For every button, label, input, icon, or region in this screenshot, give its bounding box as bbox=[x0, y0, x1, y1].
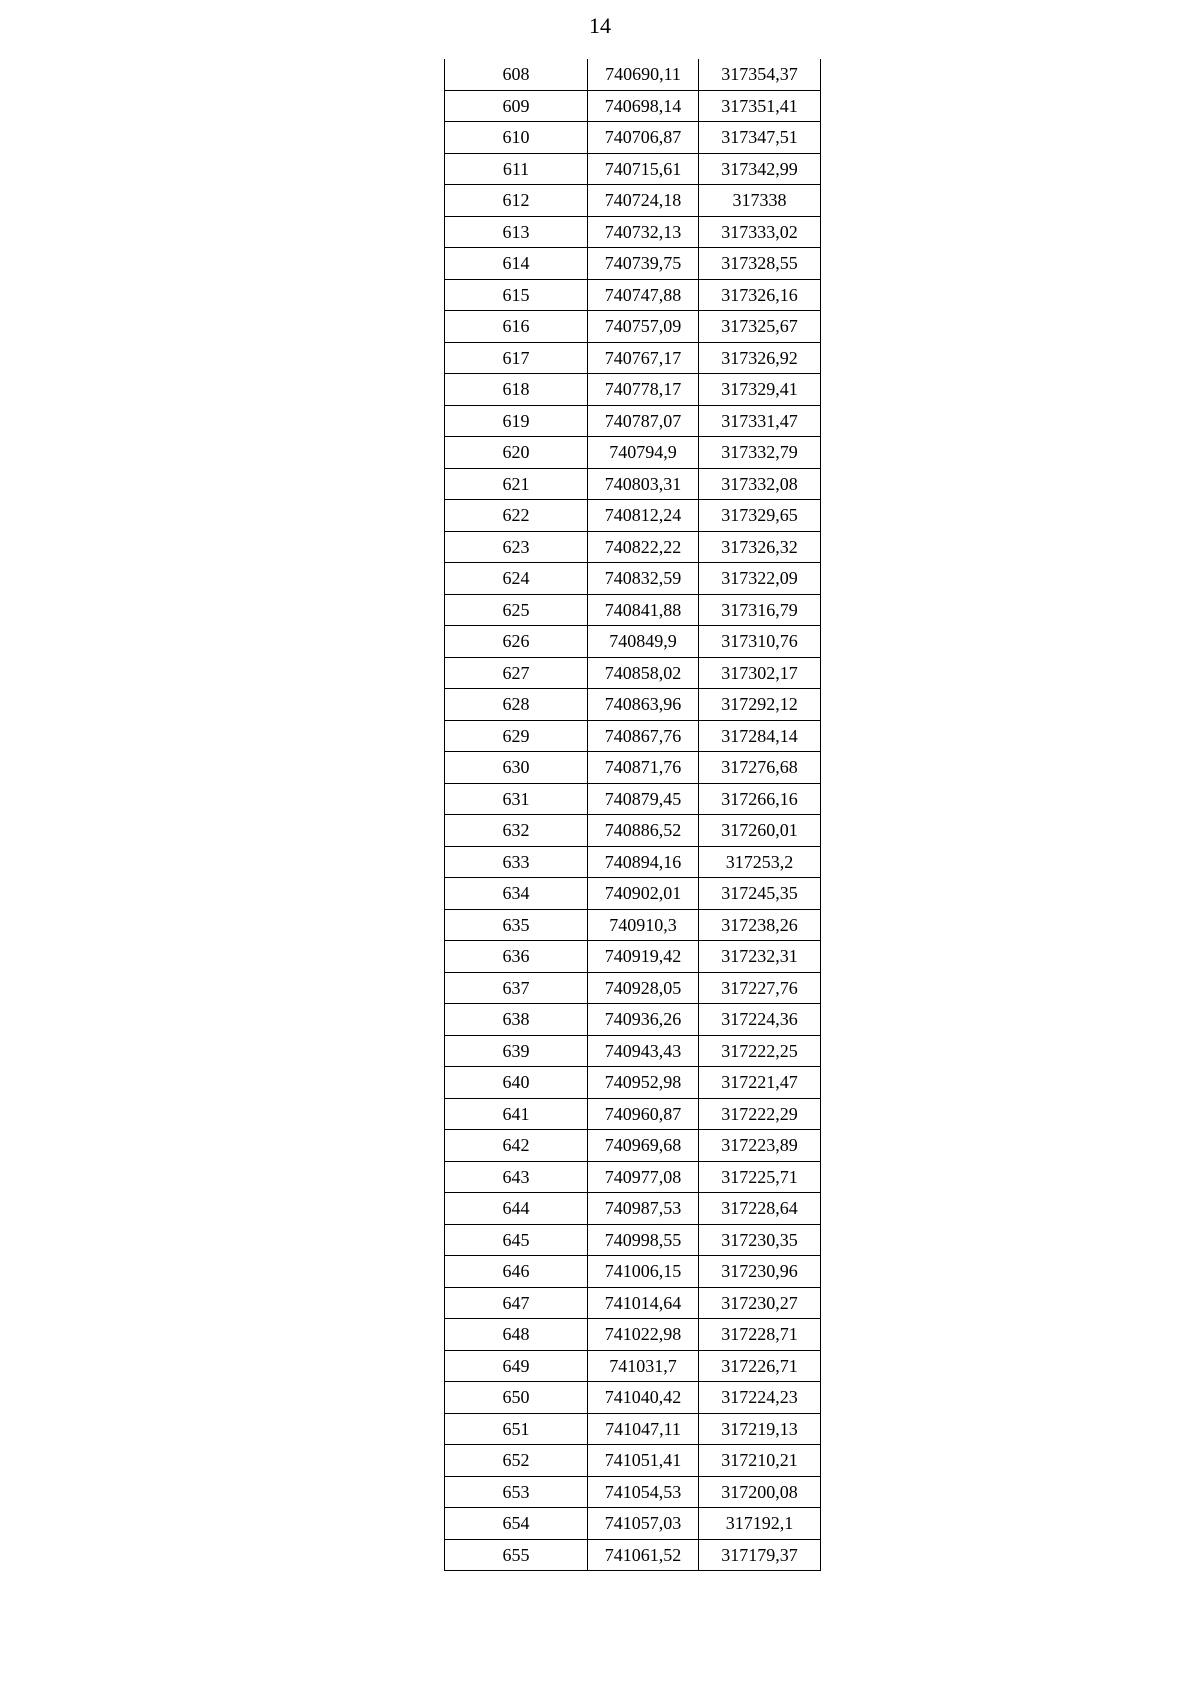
point-number-cell: 649 bbox=[445, 1350, 588, 1382]
point-number-cell: 641 bbox=[445, 1098, 588, 1130]
y-coordinate-cell: 317260,01 bbox=[699, 815, 821, 847]
table-row bbox=[445, 563, 821, 595]
table-row bbox=[445, 468, 821, 500]
point-number-cell: 646 bbox=[445, 1256, 588, 1288]
table-row bbox=[445, 374, 821, 406]
table-row bbox=[445, 1224, 821, 1256]
table-row bbox=[445, 1382, 821, 1414]
table-row bbox=[445, 1508, 821, 1540]
point-number-cell: 619 bbox=[445, 405, 588, 437]
table-row bbox=[445, 1130, 821, 1162]
y-coordinate-cell: 317245,35 bbox=[699, 878, 821, 910]
y-coordinate-cell: 317329,41 bbox=[699, 374, 821, 406]
x-coordinate-cell: 740867,76 bbox=[588, 720, 699, 752]
point-number-cell: 640 bbox=[445, 1067, 588, 1099]
table-row bbox=[445, 248, 821, 280]
table-row bbox=[445, 1445, 821, 1477]
table-row bbox=[445, 1413, 821, 1445]
point-number-cell: 614 bbox=[445, 248, 588, 280]
x-coordinate-cell: 740863,96 bbox=[588, 689, 699, 721]
x-coordinate-cell: 740871,76 bbox=[588, 752, 699, 784]
table-row bbox=[445, 90, 821, 122]
x-coordinate-cell: 740960,87 bbox=[588, 1098, 699, 1130]
point-number-cell: 642 bbox=[445, 1130, 588, 1162]
x-coordinate-cell: 740803,31 bbox=[588, 468, 699, 500]
x-coordinate-cell: 741051,41 bbox=[588, 1445, 699, 1477]
x-coordinate-cell: 740732,13 bbox=[588, 216, 699, 248]
x-coordinate-cell: 740849,9 bbox=[588, 626, 699, 658]
y-coordinate-cell: 317228,64 bbox=[699, 1193, 821, 1225]
y-coordinate-cell: 317222,25 bbox=[699, 1035, 821, 1067]
y-coordinate-cell: 317325,67 bbox=[699, 311, 821, 343]
x-coordinate-cell: 740757,09 bbox=[588, 311, 699, 343]
y-coordinate-cell: 317228,71 bbox=[699, 1319, 821, 1351]
x-coordinate-cell: 740841,88 bbox=[588, 594, 699, 626]
point-number-cell: 633 bbox=[445, 846, 588, 878]
point-number-cell: 654 bbox=[445, 1508, 588, 1540]
point-number-cell: 631 bbox=[445, 783, 588, 815]
x-coordinate-cell: 740724,18 bbox=[588, 185, 699, 217]
y-coordinate-cell: 317326,92 bbox=[699, 342, 821, 374]
point-number-cell: 635 bbox=[445, 909, 588, 941]
table-row bbox=[445, 1287, 821, 1319]
y-coordinate-cell: 317232,31 bbox=[699, 941, 821, 973]
x-coordinate-cell: 740794,9 bbox=[588, 437, 699, 469]
coordinates-table bbox=[444, 59, 821, 1571]
x-coordinate-cell: 741022,98 bbox=[588, 1319, 699, 1351]
point-number-cell: 613 bbox=[445, 216, 588, 248]
y-coordinate-cell: 317224,23 bbox=[699, 1382, 821, 1414]
x-coordinate-cell: 740894,16 bbox=[588, 846, 699, 878]
point-number-cell: 627 bbox=[445, 657, 588, 689]
x-coordinate-cell: 740886,52 bbox=[588, 815, 699, 847]
table-row bbox=[445, 279, 821, 311]
table-row bbox=[445, 1476, 821, 1508]
y-coordinate-cell: 317333,02 bbox=[699, 216, 821, 248]
table-row bbox=[445, 311, 821, 343]
y-coordinate-cell: 317219,13 bbox=[699, 1413, 821, 1445]
point-number-cell: 648 bbox=[445, 1319, 588, 1351]
point-number-cell: 636 bbox=[445, 941, 588, 973]
y-coordinate-cell: 317192,1 bbox=[699, 1508, 821, 1540]
y-coordinate-cell: 317351,41 bbox=[699, 90, 821, 122]
point-number-cell: 647 bbox=[445, 1287, 588, 1319]
y-coordinate-cell: 317329,65 bbox=[699, 500, 821, 532]
x-coordinate-cell: 741014,64 bbox=[588, 1287, 699, 1319]
x-coordinate-cell: 740902,01 bbox=[588, 878, 699, 910]
point-number-cell: 622 bbox=[445, 500, 588, 532]
y-coordinate-cell: 317222,29 bbox=[699, 1098, 821, 1130]
point-number-cell: 610 bbox=[445, 122, 588, 154]
point-number-cell: 629 bbox=[445, 720, 588, 752]
point-number-cell: 626 bbox=[445, 626, 588, 658]
table-row bbox=[445, 846, 821, 878]
point-number-cell: 611 bbox=[445, 153, 588, 185]
y-coordinate-cell: 317223,89 bbox=[699, 1130, 821, 1162]
point-number-cell: 655 bbox=[445, 1539, 588, 1571]
table-row bbox=[445, 1098, 821, 1130]
x-coordinate-cell: 740832,59 bbox=[588, 563, 699, 595]
point-number-cell: 608 bbox=[445, 59, 588, 90]
y-coordinate-cell: 317284,14 bbox=[699, 720, 821, 752]
x-coordinate-cell: 740698,14 bbox=[588, 90, 699, 122]
point-number-cell: 643 bbox=[445, 1161, 588, 1193]
point-number-cell: 624 bbox=[445, 563, 588, 595]
point-number-cell: 617 bbox=[445, 342, 588, 374]
x-coordinate-cell: 740739,75 bbox=[588, 248, 699, 280]
x-coordinate-cell: 741057,03 bbox=[588, 1508, 699, 1540]
table-row bbox=[445, 185, 821, 217]
table-row bbox=[445, 626, 821, 658]
x-coordinate-cell: 740919,42 bbox=[588, 941, 699, 973]
y-coordinate-cell: 317316,79 bbox=[699, 594, 821, 626]
table-row bbox=[445, 720, 821, 752]
y-coordinate-cell: 317292,12 bbox=[699, 689, 821, 721]
y-coordinate-cell: 317328,55 bbox=[699, 248, 821, 280]
x-coordinate-cell: 740928,05 bbox=[588, 972, 699, 1004]
table-row bbox=[445, 941, 821, 973]
table-row bbox=[445, 531, 821, 563]
table-row bbox=[445, 437, 821, 469]
point-number-cell: 616 bbox=[445, 311, 588, 343]
x-coordinate-cell: 740987,53 bbox=[588, 1193, 699, 1225]
x-coordinate-cell: 740715,61 bbox=[588, 153, 699, 185]
table-row bbox=[445, 1319, 821, 1351]
y-coordinate-cell: 317253,2 bbox=[699, 846, 821, 878]
point-number-cell: 630 bbox=[445, 752, 588, 784]
point-number-cell: 651 bbox=[445, 1413, 588, 1445]
y-coordinate-cell: 317347,51 bbox=[699, 122, 821, 154]
point-number-cell: 637 bbox=[445, 972, 588, 1004]
y-coordinate-cell: 317332,08 bbox=[699, 468, 821, 500]
y-coordinate-cell: 317354,37 bbox=[699, 59, 821, 90]
x-coordinate-cell: 740690,11 bbox=[588, 59, 699, 90]
y-coordinate-cell: 317179,37 bbox=[699, 1539, 821, 1571]
table-row bbox=[445, 972, 821, 1004]
point-number-cell: 625 bbox=[445, 594, 588, 626]
point-number-cell: 618 bbox=[445, 374, 588, 406]
table-row bbox=[445, 1193, 821, 1225]
x-coordinate-cell: 741061,52 bbox=[588, 1539, 699, 1571]
table-row bbox=[445, 1256, 821, 1288]
x-coordinate-cell: 740910,3 bbox=[588, 909, 699, 941]
y-coordinate-cell: 317227,76 bbox=[699, 972, 821, 1004]
x-coordinate-cell: 740998,55 bbox=[588, 1224, 699, 1256]
table-row bbox=[445, 1035, 821, 1067]
table-row bbox=[445, 1539, 821, 1571]
table-row bbox=[445, 1161, 821, 1193]
x-coordinate-cell: 740952,98 bbox=[588, 1067, 699, 1099]
x-coordinate-cell: 741047,11 bbox=[588, 1413, 699, 1445]
x-coordinate-cell: 741040,42 bbox=[588, 1382, 699, 1414]
y-coordinate-cell: 317221,47 bbox=[699, 1067, 821, 1099]
table-row bbox=[445, 216, 821, 248]
y-coordinate-cell: 317200,08 bbox=[699, 1476, 821, 1508]
point-number-cell: 634 bbox=[445, 878, 588, 910]
y-coordinate-cell: 317230,96 bbox=[699, 1256, 821, 1288]
point-number-cell: 632 bbox=[445, 815, 588, 847]
page-number: 14 bbox=[589, 13, 611, 38]
x-coordinate-cell: 740858,02 bbox=[588, 657, 699, 689]
point-number-cell: 652 bbox=[445, 1445, 588, 1477]
y-coordinate-cell: 317310,76 bbox=[699, 626, 821, 658]
x-coordinate-cell: 740822,22 bbox=[588, 531, 699, 563]
point-number-cell: 615 bbox=[445, 279, 588, 311]
point-number-cell: 638 bbox=[445, 1004, 588, 1036]
point-number-cell: 609 bbox=[445, 90, 588, 122]
y-coordinate-cell: 317238,26 bbox=[699, 909, 821, 941]
table-row bbox=[445, 783, 821, 815]
y-coordinate-cell: 317331,47 bbox=[699, 405, 821, 437]
table-row bbox=[445, 1350, 821, 1382]
table-row bbox=[445, 909, 821, 941]
point-number-cell: 645 bbox=[445, 1224, 588, 1256]
y-coordinate-cell: 317266,16 bbox=[699, 783, 821, 815]
y-coordinate-cell: 317302,17 bbox=[699, 657, 821, 689]
coordinates-table-body bbox=[445, 59, 821, 1571]
y-coordinate-cell: 317326,32 bbox=[699, 531, 821, 563]
table-row bbox=[445, 500, 821, 532]
x-coordinate-cell: 741031,7 bbox=[588, 1350, 699, 1382]
y-coordinate-cell: 317225,71 bbox=[699, 1161, 821, 1193]
x-coordinate-cell: 740767,17 bbox=[588, 342, 699, 374]
table-row bbox=[445, 815, 821, 847]
table-row bbox=[445, 153, 821, 185]
x-coordinate-cell: 740787,07 bbox=[588, 405, 699, 437]
table-row bbox=[445, 689, 821, 721]
y-coordinate-cell: 317276,68 bbox=[699, 752, 821, 784]
point-number-cell: 639 bbox=[445, 1035, 588, 1067]
table-row bbox=[445, 405, 821, 437]
x-coordinate-cell: 740812,24 bbox=[588, 500, 699, 532]
y-coordinate-cell: 317226,71 bbox=[699, 1350, 821, 1382]
x-coordinate-cell: 741006,15 bbox=[588, 1256, 699, 1288]
table-row bbox=[445, 342, 821, 374]
x-coordinate-cell: 740943,43 bbox=[588, 1035, 699, 1067]
y-coordinate-cell: 317326,16 bbox=[699, 279, 821, 311]
y-coordinate-cell: 317332,79 bbox=[699, 437, 821, 469]
x-coordinate-cell: 740747,88 bbox=[588, 279, 699, 311]
table-row bbox=[445, 59, 821, 90]
y-coordinate-cell: 317230,35 bbox=[699, 1224, 821, 1256]
point-number-cell: 621 bbox=[445, 468, 588, 500]
y-coordinate-cell: 317322,09 bbox=[699, 563, 821, 595]
x-coordinate-cell: 740706,87 bbox=[588, 122, 699, 154]
y-coordinate-cell: 317342,99 bbox=[699, 153, 821, 185]
point-number-cell: 628 bbox=[445, 689, 588, 721]
table-row bbox=[445, 657, 821, 689]
x-coordinate-cell: 740977,08 bbox=[588, 1161, 699, 1193]
y-coordinate-cell: 317210,21 bbox=[699, 1445, 821, 1477]
point-number-cell: 653 bbox=[445, 1476, 588, 1508]
point-number-cell: 612 bbox=[445, 185, 588, 217]
point-number-cell: 620 bbox=[445, 437, 588, 469]
y-coordinate-cell: 317230,27 bbox=[699, 1287, 821, 1319]
x-coordinate-cell: 740936,26 bbox=[588, 1004, 699, 1036]
x-coordinate-cell: 740969,68 bbox=[588, 1130, 699, 1162]
x-coordinate-cell: 740778,17 bbox=[588, 374, 699, 406]
y-coordinate-cell: 317224,36 bbox=[699, 1004, 821, 1036]
y-coordinate-cell: 317338 bbox=[699, 185, 821, 217]
point-number-cell: 650 bbox=[445, 1382, 588, 1414]
table-row bbox=[445, 1067, 821, 1099]
table-row bbox=[445, 122, 821, 154]
x-coordinate-cell: 740879,45 bbox=[588, 783, 699, 815]
x-coordinate-cell: 741054,53 bbox=[588, 1476, 699, 1508]
table-row bbox=[445, 594, 821, 626]
table-row bbox=[445, 878, 821, 910]
point-number-cell: 623 bbox=[445, 531, 588, 563]
table-row bbox=[445, 1004, 821, 1036]
point-number-cell: 644 bbox=[445, 1193, 588, 1225]
table-row bbox=[445, 752, 821, 784]
